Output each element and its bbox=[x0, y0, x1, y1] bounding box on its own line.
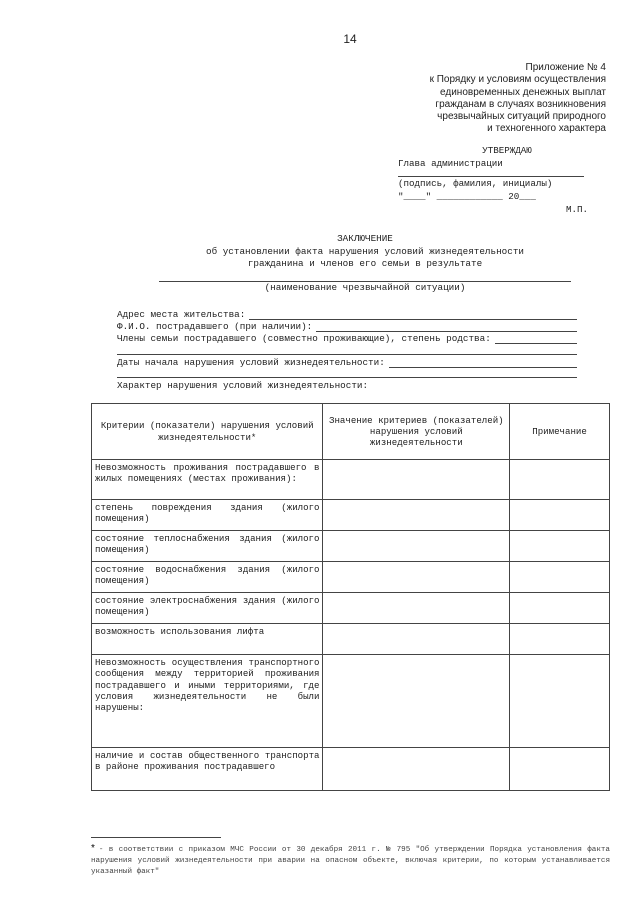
footnote-star: * bbox=[91, 843, 95, 854]
note-cell[interactable] bbox=[510, 748, 610, 791]
address-label: Адрес места жительства: bbox=[117, 309, 246, 320]
criterion-cell: Невозможность проживания пострадавшего в жилых помещениях (местах проживания): bbox=[92, 460, 323, 500]
note-cell[interactable] bbox=[510, 531, 610, 562]
criteria-table bbox=[91, 403, 610, 791]
criterion-cell: возможность использования лифта bbox=[92, 624, 323, 655]
family-field bbox=[117, 332, 577, 344]
family-label: Члены семьи пострадавшего (совместно проживающие), степень родства: bbox=[117, 333, 491, 344]
note-cell[interactable] bbox=[510, 460, 610, 500]
situation-caption: (наименование чрезвычайной ситуации) bbox=[264, 281, 466, 293]
table-row bbox=[92, 460, 610, 500]
value-cell[interactable] bbox=[323, 531, 510, 562]
table-row bbox=[92, 500, 610, 531]
criterion-cell: состояние электроснабжения здания (жилого помещения) bbox=[92, 593, 323, 624]
start-date-line bbox=[389, 358, 577, 368]
note-cell[interactable] bbox=[510, 500, 610, 531]
criterion-cell: состояние водоснабжения здания (жилого помещения) bbox=[92, 562, 323, 593]
footnote-text: - в соответствии с приказом МЧС России от 30 декабря 2011 г. № 795 "Об утверждении Порядка установления факта нарушения условий жизнедеятельности при аварии на опасном объекте, включая критерии, по которым устанавливается указанный факт" bbox=[91, 846, 610, 876]
header-note: Примечание bbox=[510, 404, 610, 460]
criterion-cell: состояние теплоснабжения здания (жилого помещения) bbox=[92, 531, 323, 562]
address-line bbox=[249, 310, 577, 320]
approve-title: УТВЕРЖДАЮ bbox=[482, 145, 532, 156]
value-cell[interactable] bbox=[323, 593, 510, 624]
conclusion-subtitle-line: гражданина и членов его семьи в результате bbox=[247, 258, 483, 269]
table-row bbox=[92, 593, 610, 624]
start-date-extra-line bbox=[117, 377, 577, 378]
header-value: Значение критериев (показателей) нарушения условий жизнедеятельности bbox=[323, 404, 510, 460]
footnote bbox=[91, 843, 610, 878]
note-cell[interactable] bbox=[510, 624, 610, 655]
value-cell[interactable] bbox=[323, 624, 510, 655]
appendix-line: чрезвычайных ситуаций природного bbox=[437, 111, 606, 123]
approval-block bbox=[398, 144, 588, 216]
fio-field bbox=[117, 320, 577, 332]
character-field bbox=[117, 379, 577, 391]
character-label: Характер нарушения условий жизнедеятельности: bbox=[117, 380, 369, 391]
note-cell[interactable] bbox=[510, 562, 610, 593]
note-cell[interactable] bbox=[510, 655, 610, 748]
appendix-line: единовременных денежных выплат bbox=[440, 86, 606, 98]
table-row bbox=[92, 562, 610, 593]
address-field bbox=[117, 308, 577, 320]
value-cell[interactable] bbox=[323, 460, 510, 500]
note-cell[interactable] bbox=[510, 593, 610, 624]
appendix-line: и техногенного характера bbox=[487, 123, 606, 135]
family-extra-line bbox=[117, 354, 577, 355]
value-cell[interactable] bbox=[323, 748, 510, 791]
criterion-cell: наличие и состав общественного транспорта в районе проживания пострадавшего bbox=[92, 748, 323, 791]
footnote-separator bbox=[91, 837, 221, 838]
family-line bbox=[495, 334, 577, 344]
value-cell[interactable] bbox=[323, 500, 510, 531]
criterion-cell: Невозможность осуществления транспортного сообщения между территорией проживания пострадавшего и иными территориями, где условия жизнедеятельности не были нарушены: bbox=[92, 655, 323, 748]
conclusion-subtitle-line: об установлении факта нарушения условий жизнедеятельности bbox=[205, 245, 524, 257]
table-header-row bbox=[92, 404, 610, 460]
page-number: 14 bbox=[343, 32, 357, 46]
table-row bbox=[92, 748, 610, 791]
appendix-line: гражданам в случаях возникновения bbox=[435, 98, 606, 110]
approve-position: Глава администрации bbox=[398, 158, 503, 169]
table-row bbox=[92, 531, 610, 562]
appendix-line: к Порядку и условиям осуществления bbox=[429, 74, 606, 86]
date-line: "____" ____________ 20___ bbox=[398, 191, 536, 202]
conclusion-heading: ЗАКЛЮЧЕНИЕ bbox=[337, 233, 393, 244]
stamp-label: М.П. bbox=[565, 204, 588, 215]
criterion-cell: степень повреждения здания (жилого помещения) bbox=[92, 500, 323, 531]
value-cell[interactable] bbox=[323, 655, 510, 748]
value-cell[interactable] bbox=[323, 562, 510, 593]
table-row bbox=[92, 655, 610, 748]
signature-caption: (подпись, фамилия, инициалы) bbox=[398, 178, 553, 189]
fio-label: Ф.И.О. пострадавшего (при наличии): bbox=[117, 321, 313, 332]
start-date-field bbox=[117, 356, 577, 368]
appendix-line: Приложение № 4 bbox=[525, 62, 606, 73]
start-date-label: Даты начала нарушения условий жизнедеятельности: bbox=[117, 357, 385, 368]
table-row bbox=[92, 624, 610, 655]
conclusion-title-block bbox=[100, 233, 630, 294]
header-criteria: Критерии (показатели) нарушения условий жизнедеятельности* bbox=[92, 404, 323, 460]
appendix-header bbox=[276, 62, 606, 136]
fio-line bbox=[316, 322, 577, 332]
